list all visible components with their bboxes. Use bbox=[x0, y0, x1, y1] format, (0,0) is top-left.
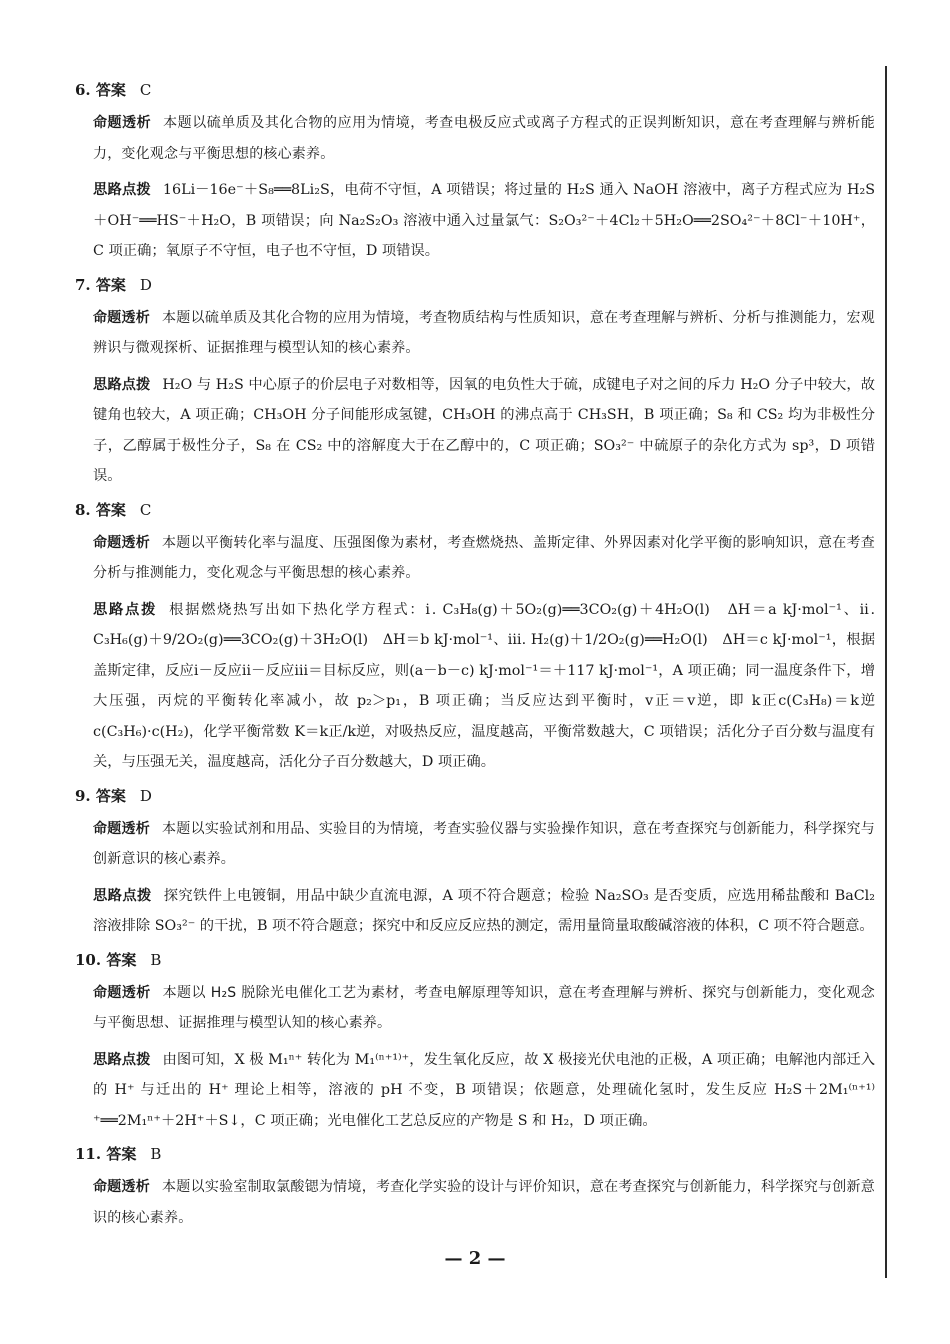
hint-paragraph bbox=[93, 175, 875, 267]
hint-text: 探究铁件上电镀铜，用品中缺少直流电源，A 项不符合题意；检验 Na₂SO₃ 是否变质，应选用稀盐酸和 BaCl₂ 溶液排除 SO₃²⁻ 的干扰，B 项不符合题意；探究中和反应反应热的测定，需用量筒量取酸碱溶液的体积，C 项不符合题意。 bbox=[93, 887, 875, 934]
answer-heading: 8. 答案 C bbox=[75, 500, 152, 519]
analysis-text: 本题以硫单质及其化合物的应用为情境，考查物质结构与性质知识，意在考查理解与辨析、分析与推测能力，宏观辨识与微观探析、证据推理与模型认知的核心素养。 bbox=[93, 309, 875, 356]
question-8 bbox=[75, 498, 875, 778]
analysis-label: 命题透析 bbox=[93, 820, 151, 837]
answer-letter: C bbox=[139, 500, 152, 519]
answer-letter: D bbox=[139, 275, 152, 294]
analysis-paragraph bbox=[93, 1172, 875, 1233]
analysis-text: 本题以平衡转化率与温度、压强图像为素材，考查燃烧热、盖斯定律、外界因素对化学平衡的影响知识，意在考查分析与推测能力，变化观念与平衡思想的核心素养。 bbox=[93, 534, 875, 581]
question-10 bbox=[75, 948, 875, 1137]
hint-label: 思路点拨 bbox=[93, 1051, 151, 1068]
answer-heading: 10. 答案 B bbox=[75, 950, 162, 969]
answer-letter: C bbox=[139, 81, 152, 99]
hint-paragraph bbox=[93, 1045, 875, 1137]
question-6 bbox=[75, 78, 875, 267]
analysis-label: 命题透析 bbox=[93, 1179, 151, 1195]
analysis-label: 命题透析 bbox=[93, 115, 152, 131]
answer-heading: 7. 答案 D bbox=[75, 275, 152, 294]
answer-letter: D bbox=[139, 786, 152, 805]
question-9 bbox=[75, 784, 875, 942]
analysis-label: 命题透析 bbox=[93, 984, 151, 1001]
hint-text: 根据燃烧热写出如下热化学方程式：ⅰ. C₃H₈(g)＋5O₂(g)══3CO₂(g)＋4H₂O(l) ΔH＝a kJ·mol⁻¹、ⅱ. C₃H₆(g)＋9/2O₂(g)══3CO₂(g)＋3H₂O(l) ΔH＝b kJ·mol⁻¹、ⅲ. H₂(g)＋1/2O₂(g)══H₂O(l) ΔH＝c kJ·mol⁻¹，根据盖斯定律，反应ⅰ－反应ⅱ－反应ⅲ＝目标反应，则(a－b－c) kJ·mol⁻¹＝＋117 kJ·mol⁻¹，A 项正确；同一温度条件下，增大压强，丙烷的平衡转化率减小，故 p₂＞p₁，B 项正确；当反应达到平衡时，v正＝v逆，即 k正c(C₃H₈)＝k逆c(C₃H₆)·c(H₂)，化学平衡常数 K＝k正/k逆，对吸热反应，温度越高，平衡常数越大，C 项错误；活化分子百分数与温度有关，与压强无关，温度越高，活化分子百分数越大，D 项正确。 bbox=[93, 601, 876, 770]
hint-text: H₂O 与 H₂S 中心原子的价层电子对数相等，因氧的电负性大于硫，成键电子对之间的斥力 H₂O 分子中较大，故键角也较大，A 项正确；CH₃OH 分子间能形成氢键，CH₃OH 的沸点高于 CH₃SH，B 项正确；S₈ 和 CS₂ 均为非极性分子，乙醇属于极性分子，S₈ 在 CS₂ 中的溶解度大于在乙醇中的，C 项正确；SO₃²⁻ 中硫原子的杂化方式为 sp³，D 项错误。 bbox=[93, 376, 876, 484]
hint-label: 思路点拨 bbox=[93, 887, 152, 904]
analysis-paragraph bbox=[93, 303, 875, 364]
analysis-label: 命题透析 bbox=[93, 309, 151, 326]
analysis-label: 命题透析 bbox=[93, 534, 151, 551]
analysis-paragraph bbox=[93, 108, 875, 169]
hint-paragraph bbox=[93, 370, 875, 492]
hint-label: 思路点拨 bbox=[93, 601, 158, 618]
question-7 bbox=[75, 273, 875, 492]
answer-heading: 11. 答案 B bbox=[75, 1145, 162, 1163]
answer-heading: 9. 答案 D bbox=[75, 786, 152, 805]
answer-letter: B bbox=[150, 950, 162, 969]
content-column bbox=[75, 78, 875, 1239]
hint-label: 思路点拨 bbox=[93, 376, 151, 393]
page-number: — 2 — bbox=[444, 1248, 506, 1269]
analysis-text: 本题以 H₂S 脱除光电催化工艺为素材，考查电解原理等知识，意在考查理解与辨析、探究与创新能力，变化观念与平衡思想、证据推理与模型认知的核心素养。 bbox=[93, 984, 875, 1031]
hint-text: 由图可知，X 极 M₁ⁿ⁺ 转化为 M₁⁽ⁿ⁺¹⁾⁺，发生氧化反应，故 X 极接光伏电池的正极，A 项正确；电解池内部迁入的 H⁺ 与迁出的 H⁺ 理论上相等，溶液的 pH 不变，B 项错误；依题意，处理硫化氢时，发生反应 H₂S＋2M₁⁽ⁿ⁺¹⁾⁺══2M₁ⁿ⁺＋2H⁺＋S↓，C 项正确；光电催化工艺总反应的产物是 S 和 H₂，D 项正确。 bbox=[93, 1051, 875, 1129]
analysis-text: 本题以实验室制取氯酸锶为情境，考查化学实验的设计与评价知识，意在考查探究与创新能力，科学探究与创新意识的核心素养。 bbox=[93, 1179, 875, 1226]
analysis-paragraph bbox=[93, 528, 875, 589]
question-11 bbox=[75, 1142, 875, 1233]
analysis-text: 本题以硫单质及其化合物的应用为情境，考查电极反应式或离子方程式的正误判断知识，意在考查理解与辨析能力，变化观念与平衡思想的核心素养。 bbox=[93, 115, 875, 162]
margin-line bbox=[885, 66, 887, 1278]
analysis-paragraph bbox=[93, 814, 875, 875]
answer-letter: B bbox=[150, 1145, 162, 1163]
analysis-paragraph bbox=[93, 978, 875, 1039]
analysis-text: 本题以实验试剂和用品、实验目的为情境，考查实验仪器与实验操作知识，意在考查探究与创新能力，科学探究与创新意识的核心素养。 bbox=[93, 820, 875, 867]
answer-heading: 6. 答案 C bbox=[75, 81, 152, 99]
hint-paragraph bbox=[93, 881, 875, 942]
hint-label: 思路点拨 bbox=[93, 182, 151, 198]
hint-text: 16Li－16e⁻＋S₈══8Li₂S，电荷不守恒，A 项错误；将过量的 H₂S 通入 NaOH 溶液中，离子方程式应为 H₂S＋OH⁻══HS⁻＋H₂O，B 项错误；向 Na₂S₂O₃ 溶液中通入过量氯气：S₂O₃²⁻＋4Cl₂＋5H₂O══2SO₄²⁻＋8Cl⁻＋10H⁺，C 项正确；氧原子不守恒，电子也不守恒，D 项错误。 bbox=[93, 182, 876, 259]
hint-paragraph bbox=[93, 595, 875, 778]
